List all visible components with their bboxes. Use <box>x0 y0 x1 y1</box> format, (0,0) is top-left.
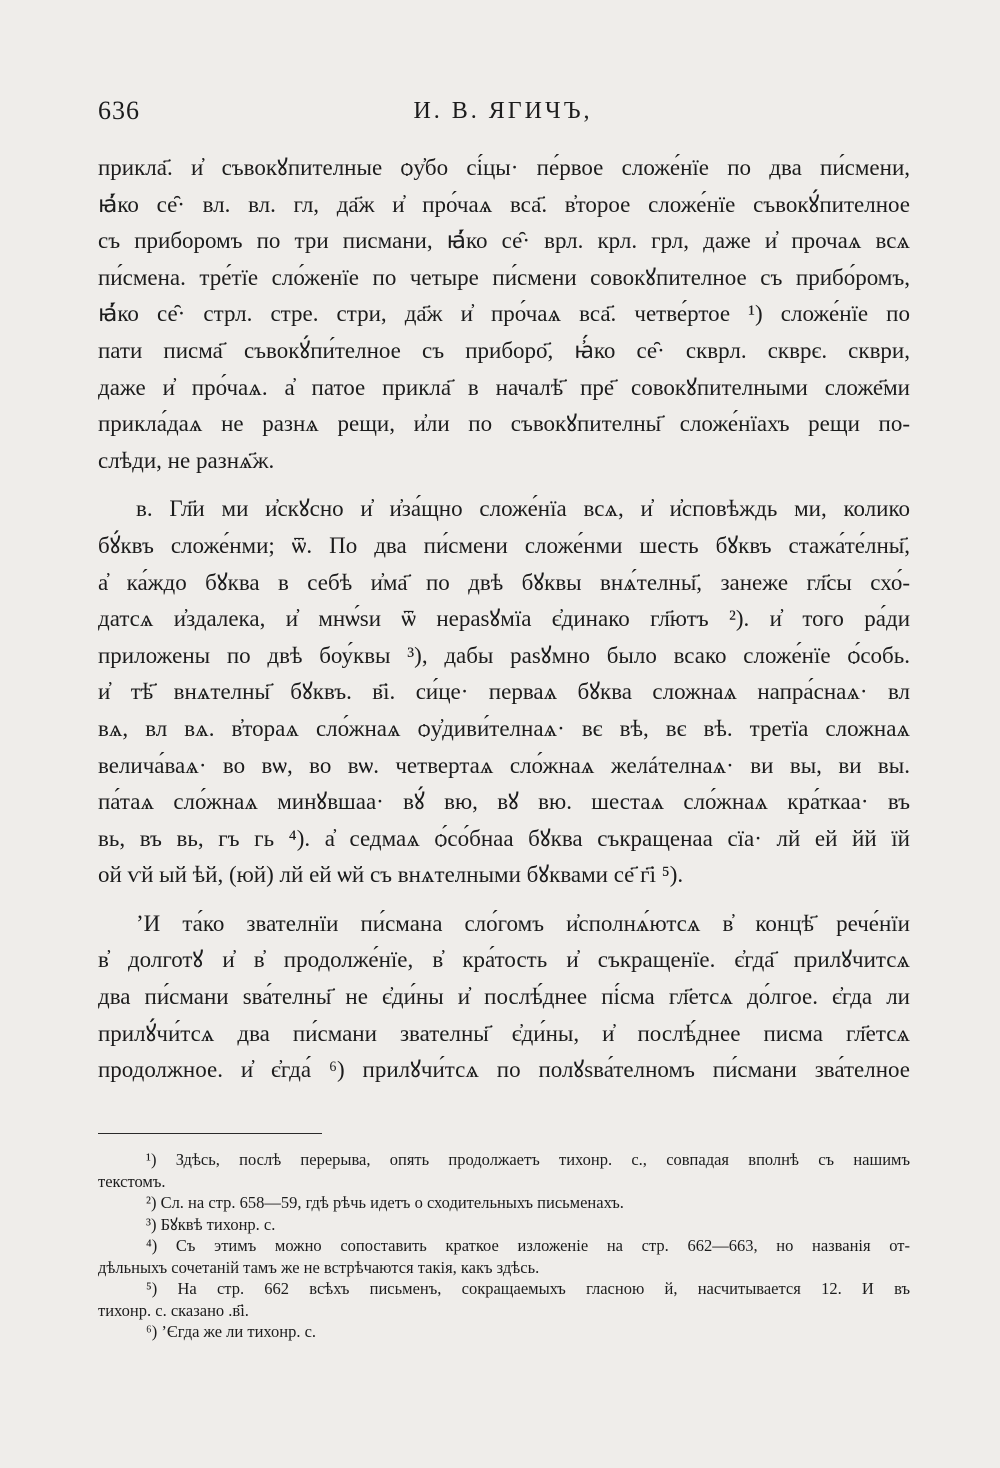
running-head <box>98 96 908 130</box>
body-line: в҆ долготꙋ и҆ в҆ продолже́нїе, в҆ кра́тость и҆ съкращенїе. є҆гда҃ прилꙋчитсѧ <box>98 947 910 973</box>
footnote-3: ³) Бꙋквѣ тихонр. с. <box>146 1214 276 1234</box>
body-text <box>98 150 910 1089</box>
body-line: бꙋ́квъ сложе́нми; ѿ. По два пи́смени сложе́нми шесть бꙋквъ стажа́те́лны҃, <box>98 532 910 558</box>
body-line: прикла́даѧ не разнѧ рещи, и҆ли по съвокꙋпителны҃ сложе́нїахъ рещи по- <box>98 411 910 437</box>
body-line: вѧ, вл вѧ. в҆тораѧ сло́жнаѧ ѻу҆диви́телнаѧ· вє вѣ, вє вѣ. третїа сложнаѧ <box>98 715 910 741</box>
footnote-5-continuation: тихонр. с. сказано .в҃і. <box>98 1300 249 1320</box>
footnote-4-continuation: дѣльныхъ сочетанiй тамъ же не встрѣчаются такiя, какъ здѣсь. <box>98 1257 540 1277</box>
body-line: ’И та́ко звателнїи пи́смана сло́гомъ и҆сполнѧ́ютсѧ в҆ концѣ҃ рече́нїи <box>136 910 910 936</box>
footnotes <box>98 1149 910 1343</box>
body-line: два пи́смани ѕва́телны҃ не є҆ди́ны и҆ послѣ́днее пі́сма гл҃етсѧ до́лгое. є҆гда ли <box>98 984 910 1010</box>
body-line: ой ѵй ый ѣй, (юй) лй ей ѡй съ внѧтелными бꙋквами се҃ г҃і ⁵). <box>98 862 684 888</box>
body-line: прилꙋ́чи́тсѧ два пи́смани звателны҃ є҆ди́ны, и҆ послѣ́днее писма гл҃етсѧ <box>98 1020 910 1046</box>
footnote-5: ⁵) На стр. 662 всѣхъ письменъ, сокращаемыхъ гласною й, насчитывается 12. И въ <box>146 1279 910 1298</box>
body-line: прикла҃. и҆ съвокꙋпителные ѻу҆бо сі́цы· пе́рвое сложе́нїе по два пи́смени, <box>98 155 910 180</box>
body-line: съ приборомъ по три писмани, ꙗ҆́ко се̑· врл. крл. грл, даже и҆ прочаѧ всѧ <box>98 228 910 254</box>
running-title: И. В. ЯГИЧЪ, <box>413 98 593 124</box>
body-line: ꙗ҆́ко се̑· вл. вл. гл, да҃ж и҆ про́чаѧ вса҃. в҆торое сложе́нїе съвокꙋ́пителное <box>98 191 910 217</box>
footnote-2: ²) Сл. на стр. 658—59, гдѣ рѣчь идетъ о сходительныхъ письменахъ. <box>146 1193 624 1212</box>
body-line: пи́смена. тре́тїе сло́женїе по четыре пи́смени совокꙋпителное съ прибо́ромъ, <box>98 264 910 290</box>
body-line: ꙗ҆́ко се̑· стрл. стре. стри, да҃ж и҆ про́чаѧ вса҃. четве́ртое ¹) сложе́нїе по <box>98 301 910 327</box>
body-line: и҆ тѣ҃ внѧтелны҃ бꙋквъ. в҃і. си́це· перваѧ бꙋква сложнаѧ напра́снаѧ· вл <box>98 679 910 705</box>
paragraph-gap <box>98 479 910 491</box>
body-line: в. Гл҃и ми и҆скꙋсно и҆ и҆за́щно сложе́нїа всѧ, и҆ и҆сповѣждь ми, колико <box>136 496 910 522</box>
body-line: пати писма҃ съвокꙋ́пи́телное съ приборо҃, ꙗ҆́ко се̑· скврл. скврє. скври, <box>98 337 910 363</box>
body-line: а҆ ка́ждо бꙋква в себѣ и҆ма҃ по двѣ бꙋквы внѧ́телны҃, занеже гл҃сы схо́- <box>98 569 910 595</box>
body-line: продолжное. и҆ є҆гда́ ⁶) прилꙋчи́тсѧ по полꙋѕва́телномъ пи́смани зва́телное <box>98 1057 910 1083</box>
body-line: велича́ваѧ· во вѡ, во вѡ. четвертаѧ сло́жнаѧ желáтелнаѧ· ви вы, ви вы. <box>98 752 910 778</box>
body-line: датсѧ и҆здалека, и҆ мнѡ́ѕи ѿ нераѕꙋмїа є҆динако гл҃ютъ ²). и҆ того ра́ди <box>98 606 910 632</box>
body-line: слѣди, не разнѧ҃ж. <box>98 447 275 473</box>
footnote-4: ⁴) Съ этимъ можно сопоставить краткое изложенiе на стр. 662—663, но названiя от- <box>146 1236 910 1255</box>
body-line: па́таѧ сло́жнаѧ минꙋвшаа· вꙋ́ вю, вꙋ вю. шестаѧ сло́жнаѧ кра́ткаа· въ <box>98 789 910 815</box>
footnote-6: ⁶) ’Єгда же ли тихонр. с. <box>146 1322 317 1341</box>
paragraph-gap <box>98 894 910 906</box>
footnote-divider <box>98 1133 322 1134</box>
page-number: 636 <box>98 96 140 125</box>
body-line: приложены по двѣ боу́квы ³), дабы раѕꙋмно было всако сложе́нїе ѻ́собь. <box>98 642 910 668</box>
body-line: вь, въ вь, гъ гь ⁴). а҆ седмаѧ ѻ́со́бнаа бꙋква съкращенаа сїа· лй ей йй їй <box>98 825 910 851</box>
footnote-1-continuation: текстомъ. <box>98 1171 166 1191</box>
body-line: даже и҆ про́чаѧ. а҆ патое прикла҃ в началѣ҃ пре҃ совокꙋпителными сложе҃ми <box>98 374 910 400</box>
footnote-1: ¹) Здѣсь, послѣ перерыва, опять продолжаетъ тихонр. с., совпадая вполнѣ съ нашимъ <box>146 1150 910 1169</box>
